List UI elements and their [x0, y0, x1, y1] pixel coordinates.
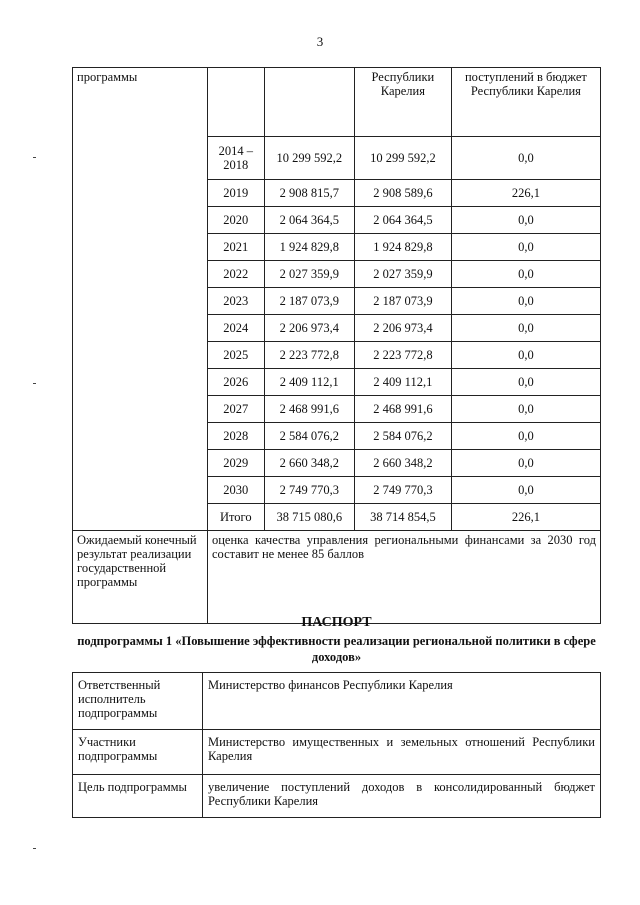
receipts-cell: 0,0 [451, 288, 600, 315]
year-cell: 2022 [207, 261, 264, 288]
year-cell: 2014 – 2018 [207, 137, 264, 180]
budget-cell: 2 749 770,3 [354, 477, 451, 504]
margin-mark [33, 157, 36, 158]
header-cell-receipts: поступлений в бюджет Республики Карелия [451, 68, 600, 137]
receipts-cell: 226,1 [451, 504, 600, 531]
year-cell: 2026 [207, 369, 264, 396]
budget-cell: 2 027 359,9 [354, 261, 451, 288]
receipts-cell: 0,0 [451, 396, 600, 423]
financing-table [72, 67, 601, 624]
year-cell: 2030 [207, 477, 264, 504]
budget-cell: 10 299 592,2 [354, 137, 451, 180]
table-header-row [73, 68, 601, 137]
total-cell: 38 715 080,6 [264, 504, 354, 531]
receipts-cell: 0,0 [451, 207, 600, 234]
header-cell-empty [207, 68, 264, 137]
receipts-cell: 0,0 [451, 137, 600, 180]
budget-cell: 2 409 112,1 [354, 369, 451, 396]
header-cell-empty [264, 68, 354, 137]
budget-cell: 2 468 991,6 [354, 396, 451, 423]
total-cell: 2 749 770,3 [264, 477, 354, 504]
total-cell: 2 660 348,2 [264, 450, 354, 477]
total-cell: 10 299 592,2 [264, 137, 354, 180]
receipts-cell: 0,0 [451, 369, 600, 396]
total-cell: 2 908 815,7 [264, 180, 354, 207]
receipts-cell: 0,0 [451, 234, 600, 261]
total-label: Итого [207, 504, 264, 531]
budget-cell: 2 908 589,6 [354, 180, 451, 207]
passport-value: Министерство финансов Республики Карелия [203, 673, 601, 730]
total-cell: 2 584 076,2 [264, 423, 354, 450]
year-cell: 2020 [207, 207, 264, 234]
table-row [73, 673, 601, 730]
year-cell: 2023 [207, 288, 264, 315]
year-cell: 2019 [207, 180, 264, 207]
total-cell: 2 206 973,4 [264, 315, 354, 342]
result-row [73, 531, 601, 624]
budget-cell: 2 584 076,2 [354, 423, 451, 450]
total-cell: 1 924 829,8 [264, 234, 354, 261]
page-number: 3 [316, 34, 324, 49]
year-cell: 2028 [207, 423, 264, 450]
margin-mark [33, 848, 36, 849]
budget-cell: 2 064 364,5 [354, 207, 451, 234]
budget-cell: 38 714 854,5 [354, 504, 451, 531]
passport-value: увеличение поступлений доходов в консолидированный бюджет Республики Карелия [203, 775, 601, 818]
budget-cell: 2 223 772,8 [354, 342, 451, 369]
passport-label: Цель подпрограммы [73, 775, 203, 818]
receipts-cell: 0,0 [451, 450, 600, 477]
passport-subtitle: подпрограммы 1 «Повышение эффективности реализации региональной политики в сфере доходов» [77, 634, 596, 664]
receipts-cell: 0,0 [451, 423, 600, 450]
header-cell-program: программы [73, 68, 208, 531]
receipts-cell: 0,0 [451, 477, 600, 504]
passport-value: Министерство имущественных и земельных отношений Республики Карелия [203, 730, 601, 775]
total-cell: 2 468 991,6 [264, 396, 354, 423]
year-cell: 2021 [207, 234, 264, 261]
passport-label: Участники подпрограммы [73, 730, 203, 775]
total-cell: 2 223 772,8 [264, 342, 354, 369]
budget-cell: 2 660 348,2 [354, 450, 451, 477]
year-cell: 2029 [207, 450, 264, 477]
budget-cell: 2 187 073,9 [354, 288, 451, 315]
table-row [73, 775, 601, 818]
receipts-cell: 0,0 [451, 261, 600, 288]
total-cell: 2 027 359,9 [264, 261, 354, 288]
receipts-cell: 226,1 [451, 180, 600, 207]
header-cell-budget: Республики Карелия [354, 68, 451, 137]
table-row [73, 730, 601, 775]
year-cell: 2025 [207, 342, 264, 369]
total-cell: 2 409 112,1 [264, 369, 354, 396]
result-value: оценка качества управления региональными финансами за 2030 год составит не менее 85 баллов [207, 531, 600, 624]
budget-cell: 1 924 829,8 [354, 234, 451, 261]
budget-cell: 2 206 973,4 [354, 315, 451, 342]
total-cell: 2 064 364,5 [264, 207, 354, 234]
passport-table [72, 672, 601, 818]
receipts-cell: 0,0 [451, 342, 600, 369]
passport-title: ПАСПОРТ [301, 615, 372, 630]
result-label: Ожидаемый конечный результат реализации государственной программы [73, 531, 208, 624]
margin-mark [33, 383, 36, 384]
total-cell: 2 187 073,9 [264, 288, 354, 315]
passport-label: Ответственный исполнитель подпрограммы [73, 673, 203, 730]
year-cell: 2024 [207, 315, 264, 342]
receipts-cell: 0,0 [451, 315, 600, 342]
year-cell: 2027 [207, 396, 264, 423]
